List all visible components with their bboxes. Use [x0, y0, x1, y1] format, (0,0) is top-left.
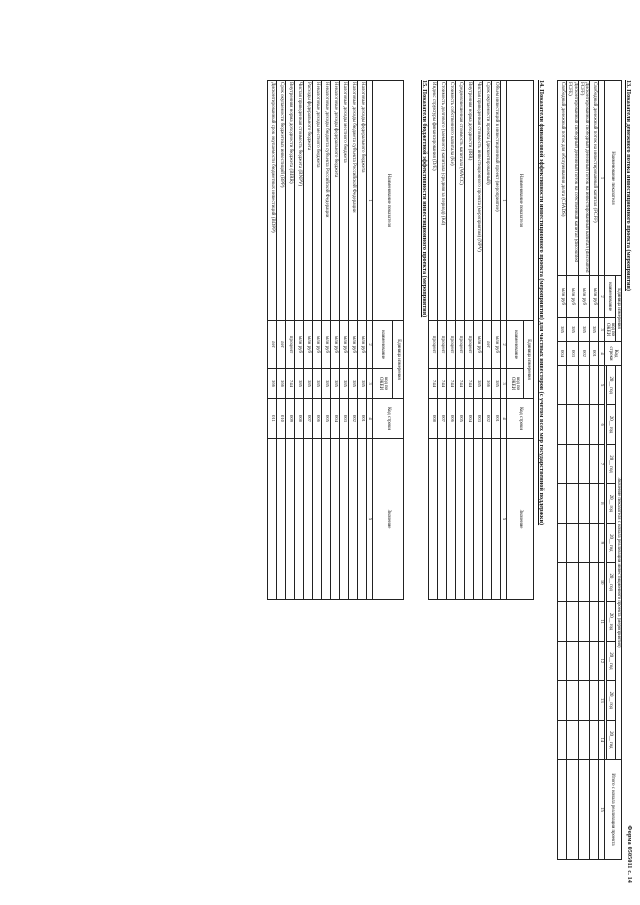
- value-cell[interactable]: [322, 439, 331, 600]
- row-unit-name: млн руб: [304, 321, 313, 369]
- row-line-code: 003: [567, 342, 579, 366]
- table-row: [349, 81, 358, 600]
- table-row: [313, 81, 322, 600]
- table-row: [286, 81, 295, 600]
- row-line-code: 009: [286, 399, 295, 439]
- col-header-unit-name: наименование: [507, 321, 524, 369]
- row-line-code: 001: [492, 399, 501, 439]
- row-line-code: 005: [456, 399, 465, 439]
- column-index-cell: 9: [599, 523, 605, 562]
- column-index-cell: 5: [501, 439, 507, 600]
- table-row: [277, 81, 286, 600]
- row-unit-name: млн руб: [340, 321, 349, 369]
- value-cell[interactable]: [277, 439, 286, 600]
- table-row: [456, 81, 465, 600]
- col-header-year: 20__ год: [606, 562, 615, 601]
- col-header-unit: Единица измерения: [524, 321, 534, 399]
- column-index-cell: 2: [501, 321, 507, 369]
- value-cell[interactable]: [567, 602, 579, 641]
- row-line-code: 002: [578, 342, 590, 366]
- row-line-code: 008: [295, 399, 304, 439]
- value-cell[interactable]: [558, 562, 567, 601]
- row-unit-name: млн руб: [474, 321, 483, 369]
- value-cell[interactable]: [590, 444, 599, 483]
- row-indicator-name: Расходы федерального бюджета: [304, 81, 313, 321]
- value-cell[interactable]: [578, 641, 590, 680]
- col-header-value: Значение: [373, 439, 404, 600]
- table-row: [578, 81, 590, 860]
- table-row: [465, 81, 474, 600]
- row-indicator-name: Дисконтированный свободный денежный поток на собственный капитал (discounted FCFE): [567, 81, 579, 276]
- row-okei-code: 385: [578, 318, 590, 342]
- row-indicator-name: Срок окупаемости проекта (дисконтированный): [483, 81, 492, 321]
- row-indicator-name: Индекс структуры финансирования (D/E): [429, 81, 438, 321]
- col-header-line-code: Код строки: [604, 342, 621, 366]
- row-unit-name: млн руб: [331, 321, 340, 369]
- row-unit-name: лет: [483, 321, 492, 369]
- row-okei-code: 385: [331, 369, 340, 399]
- col-header-unit: Единица измерения: [393, 321, 404, 399]
- value-cell[interactable]: [567, 405, 579, 444]
- value-cell[interactable]: [590, 484, 599, 523]
- value-cell[interactable]: [590, 405, 599, 444]
- column-index-cell: 2: [599, 276, 605, 318]
- row-okei-code: 744: [429, 369, 438, 399]
- row-unit-name: процент: [456, 321, 465, 369]
- value-cell[interactable]: [313, 439, 322, 600]
- row-indicator-name: Неналоговые доходы федерального бюджета: [331, 81, 340, 321]
- col-header-unit: Единица измерения: [615, 276, 621, 342]
- column-index-cell: 10: [599, 562, 605, 601]
- value-cell[interactable]: [558, 641, 567, 680]
- col-header-name: Наименование показателя: [604, 81, 621, 276]
- value-cell[interactable]: [578, 444, 590, 483]
- row-okei-code: 385: [492, 369, 501, 399]
- value-cell[interactable]: [590, 681, 599, 720]
- value-cell[interactable]: [590, 523, 599, 562]
- column-index-cell: 3: [501, 369, 507, 399]
- value-cell[interactable]: [590, 602, 599, 641]
- row-okei-code: 385: [295, 369, 304, 399]
- column-index-cell: 13: [599, 681, 605, 720]
- table-row: [483, 81, 492, 600]
- row-line-code: 002: [349, 399, 358, 439]
- section15-title: 15. Показатели бюджетной эффективности инвестиционного проекта (мероприятия): [421, 80, 428, 318]
- row-line-code: 006: [313, 399, 322, 439]
- value-cell[interactable]: [465, 439, 474, 600]
- row-unit-name: млн руб: [578, 276, 590, 318]
- row-indicator-name: Средневзвешенная стоимость капитала (WACC): [456, 81, 465, 321]
- col-header-unit-name: наименование: [604, 276, 615, 318]
- value-cell[interactable]: [578, 366, 590, 405]
- value-cell[interactable]: [578, 405, 590, 444]
- row-okei-code: 385: [558, 318, 567, 342]
- col-header-year: 20__ год: [606, 602, 615, 641]
- col-header-year: 20__ год: [606, 366, 615, 405]
- value-cell[interactable]: [590, 366, 599, 405]
- row-okei-code: 385: [313, 369, 322, 399]
- value-cell[interactable]: [567, 681, 579, 720]
- col-header-total: Итого с начала реализации проекта: [604, 760, 621, 860]
- row-indicator-name: Внутренняя норма доходности бюджета (BIRR): [286, 81, 295, 321]
- section13-table: [557, 80, 622, 860]
- column-index-row: [501, 81, 507, 600]
- value-cell[interactable]: [558, 405, 567, 444]
- row-unit-name: лет: [277, 321, 286, 369]
- row-okei-code: 385: [340, 369, 349, 399]
- column-index-row: [599, 81, 605, 860]
- value-cell[interactable]: [567, 366, 579, 405]
- row-okei-code: 744: [465, 369, 474, 399]
- value-cell[interactable]: [429, 439, 438, 600]
- row-line-code: 008: [429, 399, 438, 439]
- row-unit-name: млн руб: [295, 321, 304, 369]
- col-header-year: 20__ год: [606, 484, 615, 523]
- value-cell[interactable]: [590, 760, 599, 860]
- table-row: [340, 81, 349, 600]
- row-indicator-name: Дисконтированный срок окупаемости бюджетных инвестиций (BDPP): [268, 81, 277, 321]
- row-okei-code: 366: [277, 369, 286, 399]
- column-index-cell: 4: [367, 399, 373, 439]
- row-unit-name: млн руб: [492, 321, 501, 369]
- col-header-year: 20__ год: [606, 405, 615, 444]
- value-cell[interactable]: [558, 760, 567, 860]
- row-unit-name: млн руб: [590, 276, 599, 318]
- col-header-unit-okei: код по ОКЕИ: [604, 318, 615, 342]
- value-cell[interactable]: [567, 484, 579, 523]
- value-cell[interactable]: [578, 720, 590, 759]
- row-unit-name: млн руб: [313, 321, 322, 369]
- row-okei-code: 385: [474, 369, 483, 399]
- column-index-cell: 4: [501, 399, 507, 439]
- row-line-code: 007: [304, 399, 313, 439]
- value-cell[interactable]: [567, 523, 579, 562]
- column-index-cell: 11: [599, 602, 605, 641]
- value-cell[interactable]: [567, 720, 579, 759]
- section15-table: [267, 80, 404, 600]
- row-okei-code: 385: [358, 369, 367, 399]
- row-indicator-name: Налоговые доходы федерального бюджета: [358, 81, 367, 321]
- row-unit-name: лет: [268, 321, 277, 369]
- value-cell[interactable]: [492, 439, 501, 600]
- row-okei-code: 744: [456, 369, 465, 399]
- table-row: [268, 81, 277, 600]
- row-line-code: 002: [483, 399, 492, 439]
- table-row: [558, 81, 567, 860]
- col-header-line-code: Код строки: [507, 399, 534, 439]
- table-row: [322, 81, 331, 600]
- value-cell[interactable]: [558, 602, 567, 641]
- value-cell[interactable]: [567, 444, 579, 483]
- col-header-year: 20__ год: [606, 681, 615, 720]
- row-okei-code: 385: [304, 369, 313, 399]
- value-cell[interactable]: [295, 439, 304, 600]
- value-cell[interactable]: [340, 439, 349, 600]
- column-index-cell: 12: [599, 641, 605, 680]
- col-header-unit-name: наименование: [373, 321, 393, 369]
- row-indicator-name: Стоимость долгового (заемного) капитала (средняя за период) (Kd): [438, 81, 447, 321]
- row-line-code: 001: [590, 342, 599, 366]
- column-index-cell: 3: [599, 318, 605, 342]
- row-indicator-name: Чистая приведенная стоимость бюджета (BNPV): [295, 81, 304, 321]
- table-row: [358, 81, 367, 600]
- row-indicator-name: Объем инвестиций в инвестиционный проект (мероприятие): [492, 81, 501, 321]
- value-cell[interactable]: [567, 562, 579, 601]
- col-header-year: 20__ год: [606, 720, 615, 759]
- row-okei-code: 366: [268, 369, 277, 399]
- row-indicator-name: Внутренняя норма доходности (IRR): [465, 81, 474, 321]
- value-cell[interactable]: [558, 681, 567, 720]
- row-indicator-name: Налоговые доходы местного бюджета: [340, 81, 349, 321]
- value-cell[interactable]: [578, 681, 590, 720]
- row-okei-code: 744: [447, 369, 456, 399]
- value-cell[interactable]: [286, 439, 295, 600]
- value-cell[interactable]: [483, 439, 492, 600]
- row-unit-name: млн руб: [349, 321, 358, 369]
- value-cell[interactable]: [558, 523, 567, 562]
- col-header-year: 20__ год: [606, 523, 615, 562]
- section14-table: [428, 80, 534, 600]
- row-line-code: 003: [340, 399, 349, 439]
- table-row: [492, 81, 501, 600]
- row-line-code: 006: [447, 399, 456, 439]
- column-index-cell: 4: [599, 342, 605, 366]
- value-cell[interactable]: [590, 641, 599, 680]
- value-cell[interactable]: [578, 562, 590, 601]
- value-cell[interactable]: [358, 439, 367, 600]
- col-header-values: Значение показателя с начала реализации инвестиционного проекта (мероприятия): [615, 366, 621, 760]
- column-index-cell: 8: [599, 484, 605, 523]
- table-row: [429, 81, 438, 600]
- row-okei-code: 744: [438, 369, 447, 399]
- value-cell[interactable]: [567, 760, 579, 860]
- col-header-name: Наименование показателя: [507, 81, 534, 321]
- value-cell[interactable]: [268, 439, 277, 600]
- row-line-code: 001: [358, 399, 367, 439]
- table-row: [295, 81, 304, 600]
- col-header-line-code: Код строки: [373, 399, 404, 439]
- value-cell[interactable]: [558, 720, 567, 759]
- column-index-cell: 1: [367, 81, 373, 321]
- row-unit-name: процент: [286, 321, 295, 369]
- column-index-cell: 6: [599, 405, 605, 444]
- value-cell[interactable]: [567, 641, 579, 680]
- row-unit-name: процент: [447, 321, 456, 369]
- row-unit-name: процент: [465, 321, 474, 369]
- value-cell[interactable]: [349, 439, 358, 600]
- row-line-code: 010: [277, 399, 286, 439]
- row-unit-name: процент: [429, 321, 438, 369]
- row-line-code: 004: [331, 399, 340, 439]
- column-index-cell: 1: [501, 81, 507, 321]
- row-indicator-name: Свободный денежный поток для обслуживания долга (CFADS): [558, 81, 567, 276]
- row-okei-code: 385: [322, 369, 331, 399]
- col-header-name: Наименование показателя: [373, 81, 404, 321]
- table-row: [474, 81, 483, 600]
- column-index-row: [367, 81, 373, 600]
- col-header-value: Значение: [507, 439, 534, 600]
- value-cell[interactable]: [331, 439, 340, 600]
- row-okei-code: 385: [567, 318, 579, 342]
- value-cell[interactable]: [578, 602, 590, 641]
- value-cell[interactable]: [304, 439, 313, 600]
- table-row: [304, 81, 313, 600]
- value-cell[interactable]: [590, 720, 599, 759]
- row-unit-name: процент: [438, 321, 447, 369]
- row-unit-name: млн руб: [322, 321, 331, 369]
- column-index-cell: 3: [367, 369, 373, 399]
- row-indicator-name: Срок окупаемости бюджетных инвестиций (BPP): [277, 81, 286, 321]
- table-row: [590, 81, 599, 860]
- table-row: [447, 81, 456, 600]
- row-indicator-name: Налоговые доходы бюджета субъекта Российской Федерации: [349, 81, 358, 321]
- value-cell[interactable]: [558, 484, 567, 523]
- section13-title: 13. Показатели денежного потока инвестиционного проекта (мероприятия): [625, 80, 632, 291]
- row-indicator-name: Чистая приведенная стоимость инвестиционного проекта (мероприятия) (NPV): [474, 81, 483, 321]
- value-cell[interactable]: [578, 760, 590, 860]
- column-index-cell: 14: [599, 720, 605, 759]
- value-cell[interactable]: [558, 366, 567, 405]
- value-cell[interactable]: [578, 484, 590, 523]
- row-line-code: 005: [322, 399, 331, 439]
- row-line-code: 007: [438, 399, 447, 439]
- value-cell[interactable]: [558, 444, 567, 483]
- value-cell[interactable]: [438, 439, 447, 600]
- col-header-year: 20__ год: [606, 641, 615, 680]
- row-okei-code: 385: [349, 369, 358, 399]
- column-index-cell: 15: [599, 760, 605, 860]
- row-unit-name: млн руб: [567, 276, 579, 318]
- value-cell[interactable]: [456, 439, 465, 600]
- column-index-cell: 5: [367, 439, 373, 600]
- col-header-unit-okei: код по ОКЕИ: [373, 369, 393, 399]
- row-indicator-name: Свободный денежный поток на инвестированный капитал (FCFF): [590, 81, 599, 276]
- row-okei-code: 366: [483, 369, 492, 399]
- row-unit-name: млн руб: [558, 276, 567, 318]
- row-indicator-name: Неналоговые доходы местного бюджета: [313, 81, 322, 321]
- form-code: Форма 0505011 с. 14: [626, 825, 632, 883]
- row-line-code: 004: [465, 399, 474, 439]
- value-cell[interactable]: [474, 439, 483, 600]
- value-cell[interactable]: [447, 439, 456, 600]
- col-header-year: 20__ год: [606, 444, 615, 483]
- table-row: [567, 81, 579, 860]
- column-index-cell: 5: [599, 366, 605, 405]
- column-index-cell: 2: [367, 321, 373, 369]
- row-okei-code: 744: [286, 369, 295, 399]
- column-index-cell: 1: [599, 81, 605, 276]
- row-okei-code: 385: [590, 318, 599, 342]
- value-cell[interactable]: [578, 523, 590, 562]
- row-indicator-name: Стоимость собственного капитала (Ke): [447, 81, 456, 321]
- row-unit-name: млн руб: [358, 321, 367, 369]
- row-indicator-name: Неналоговые доходы бюджета субъекта Российской Федерации: [322, 81, 331, 321]
- table-row: [331, 81, 340, 600]
- row-indicator-name: Дисконтированный свободный денежный поток на инвестированный капитал (discounted FCFF): [578, 81, 590, 276]
- value-cell[interactable]: [590, 562, 599, 601]
- row-line-code: 011: [268, 399, 277, 439]
- row-line-code: 003: [474, 399, 483, 439]
- col-header-unit-okei: код по ОКЕИ: [507, 369, 524, 399]
- table-row: [438, 81, 447, 600]
- column-index-cell: 7: [599, 444, 605, 483]
- row-line-code: 004: [558, 342, 567, 366]
- section14-title: 14. Показатели финансовой эффективности инвестиционного проекта (мероприятия) для частных инвесторов (с учетом всех мер государственной поддержки): [538, 80, 545, 526]
